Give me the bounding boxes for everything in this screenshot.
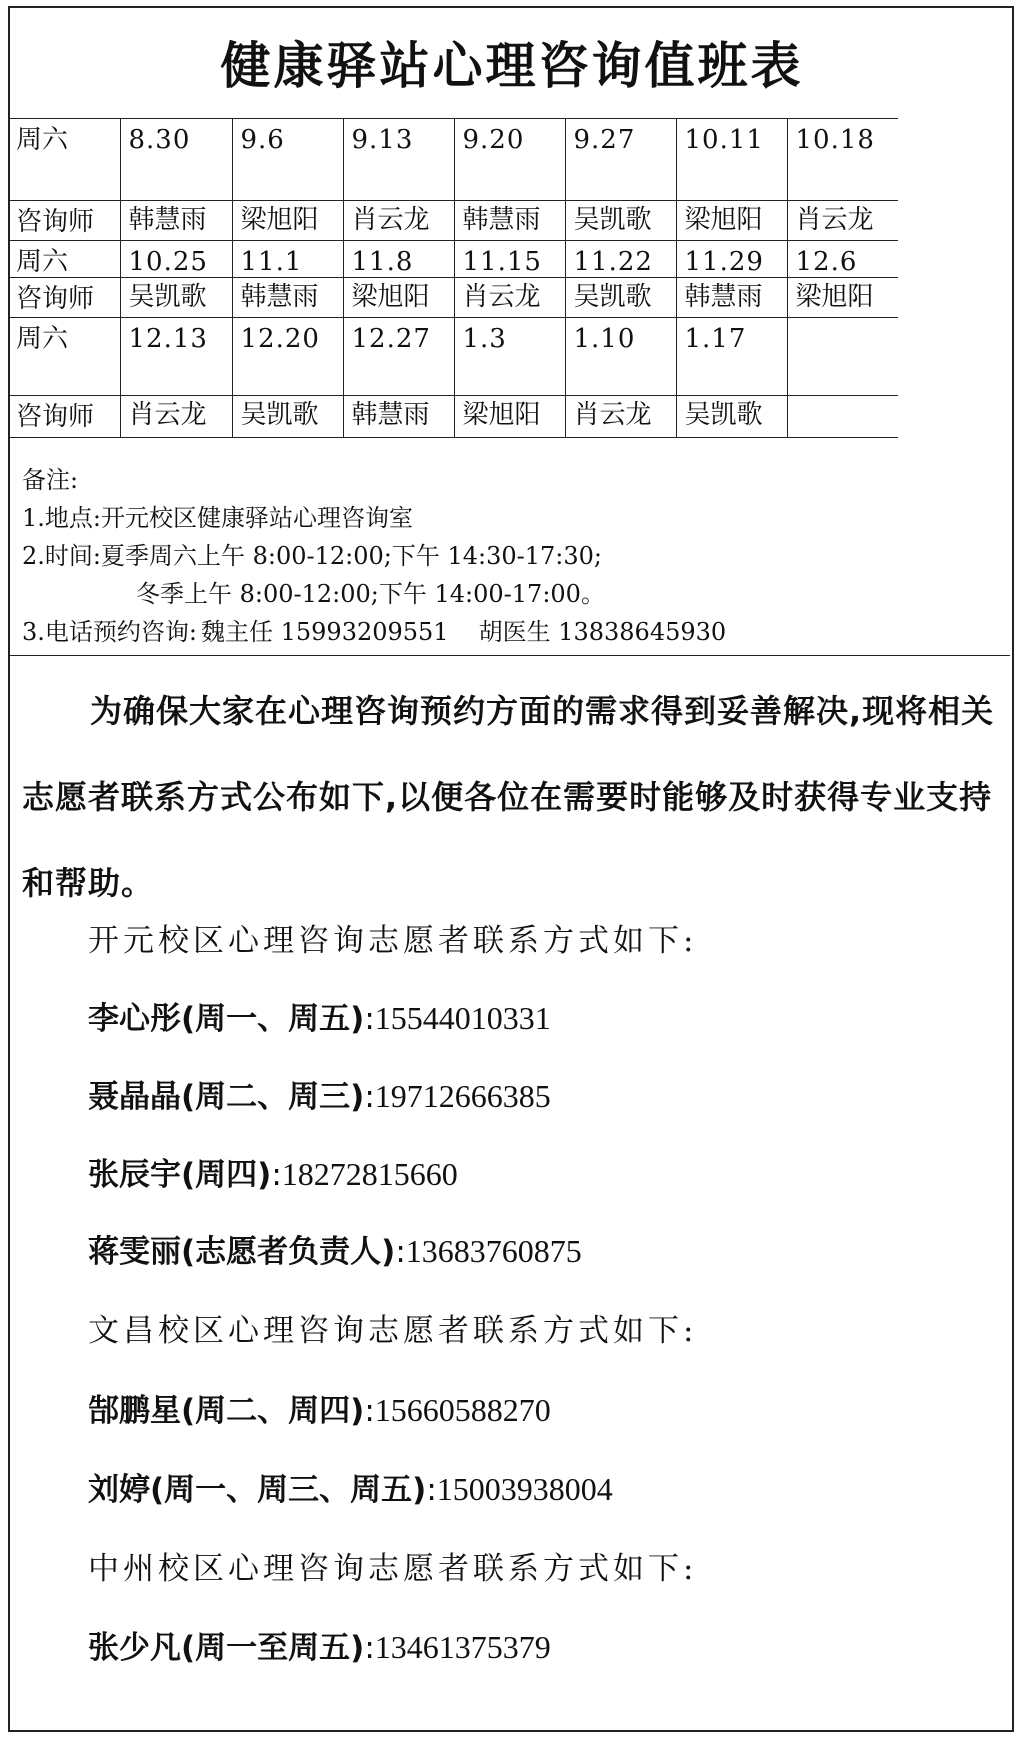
schedule-row-label: 咨询师 bbox=[8, 201, 120, 241]
schedule-counselor-cell: 韩慧雨 bbox=[232, 278, 343, 318]
schedule-counselor-cell: 肖云龙 bbox=[454, 278, 565, 318]
schedule-date-cell: 12.20 bbox=[232, 318, 343, 396]
schedule-date-cell: 12.27 bbox=[343, 318, 454, 396]
schedule-counselor-cell: 吴凯歌 bbox=[565, 278, 676, 318]
schedule-date-cell: 9.13 bbox=[343, 119, 454, 201]
volunteer-line bbox=[88, 1149, 458, 1194]
volunteer-phone: 13683760875 bbox=[405, 1233, 582, 1269]
volunteer-line bbox=[88, 1226, 582, 1271]
volunteer-phone: 15003938004 bbox=[436, 1471, 613, 1507]
schedule-date-cell: 9.27 bbox=[565, 119, 676, 201]
campus-heading: 中州校区心理咨询志愿者联系方式如下: bbox=[88, 1551, 698, 1587]
notes-section bbox=[8, 453, 1010, 656]
volunteer-phone: 18272815660 bbox=[281, 1156, 458, 1192]
schedule-row bbox=[8, 396, 898, 438]
schedule-counselor-cell: 梁旭阳 bbox=[232, 201, 343, 241]
schedule-date-cell: 10.11 bbox=[676, 119, 787, 201]
schedule-row-label: 周六 bbox=[8, 318, 120, 396]
schedule-counselor-cell: 韩慧雨 bbox=[454, 201, 565, 241]
volunteer-name: 张辰宇(周四) bbox=[88, 1157, 272, 1193]
volunteer-name: 郜鹏星(周二、周四) bbox=[88, 1393, 365, 1429]
schedule-date-cell: 12.13 bbox=[120, 318, 232, 396]
schedule-date-cell: 11.1 bbox=[232, 241, 343, 278]
volunteer-name: 刘婷(周一、周三、周五) bbox=[88, 1472, 427, 1508]
schedule-counselor-cell: 吴凯歌 bbox=[120, 278, 232, 318]
schedule-date-cell bbox=[787, 318, 898, 396]
volunteer-line bbox=[88, 993, 551, 1038]
notes-location: 1.地点:开元校区健康驿站心理咨询室 bbox=[22, 504, 413, 532]
schedule-counselor-cell bbox=[787, 396, 898, 438]
schedule-counselor-cell: 梁旭阳 bbox=[343, 278, 454, 318]
notes-heading: 备注: bbox=[22, 466, 79, 494]
volunteer-phone: 15544010331 bbox=[374, 1000, 551, 1036]
schedule-row bbox=[8, 318, 898, 396]
schedule-counselor-cell: 肖云龙 bbox=[565, 396, 676, 438]
volunteer-name: 李心彤(周一、周五) bbox=[88, 1001, 365, 1037]
schedule-date-cell: 10.25 bbox=[120, 241, 232, 278]
schedule-date-cell: 9.6 bbox=[232, 119, 343, 201]
schedule-row-label: 周六 bbox=[8, 119, 120, 201]
schedule-row-label: 周六 bbox=[8, 241, 120, 278]
schedule-date-cell: 8.30 bbox=[120, 119, 232, 201]
schedule-counselor-cell: 梁旭阳 bbox=[787, 278, 898, 318]
notes-phone-line bbox=[22, 613, 1010, 651]
contact-separator: : bbox=[364, 1393, 375, 1429]
schedule-row bbox=[8, 119, 898, 201]
contact-separator: : bbox=[364, 1630, 375, 1666]
schedule-date-cell: 9.20 bbox=[454, 119, 565, 201]
schedule-counselor-cell: 肖云龙 bbox=[343, 201, 454, 241]
volunteer-phone: 19712666385 bbox=[374, 1078, 551, 1114]
schedule-date-cell: 1.3 bbox=[454, 318, 565, 396]
schedule-date-cell: 12.6 bbox=[787, 241, 898, 278]
schedule-date-cell: 10.18 bbox=[787, 119, 898, 201]
notes-phone-label: 3.电话预约咨询: bbox=[22, 618, 197, 646]
page-title: 健康驿站心理咨询值班表 bbox=[220, 37, 804, 95]
schedule-counselor-cell: 韩慧雨 bbox=[120, 201, 232, 241]
volunteer-line bbox=[88, 1622, 551, 1667]
schedule-row-label: 咨询师 bbox=[8, 396, 120, 438]
volunteer-line bbox=[88, 1385, 551, 1430]
volunteer-phone: 13461375379 bbox=[374, 1629, 551, 1665]
schedule-date-cell: 1.10 bbox=[565, 318, 676, 396]
schedule-counselor-cell: 吴凯歌 bbox=[232, 396, 343, 438]
contact-separator: : bbox=[364, 1001, 375, 1037]
volunteer-phone: 15660588270 bbox=[374, 1392, 551, 1428]
schedule-date-cell: 1.17 bbox=[676, 318, 787, 396]
schedule-counselor-cell: 韩慧雨 bbox=[676, 278, 787, 318]
notes-time-winter: 冬季上午 8:00-12:00;下午 14:00-17:00。 bbox=[136, 580, 605, 608]
volunteer-name: 蒋雯丽(志愿者负责人) bbox=[88, 1234, 396, 1270]
campus-heading: 文昌校区心理咨询志愿者联系方式如下: bbox=[88, 1313, 698, 1349]
duty-schedule-table bbox=[8, 118, 898, 438]
contact-separator: : bbox=[364, 1079, 375, 1115]
notes-phone-doctor: 胡医生 13838645930 bbox=[478, 618, 727, 646]
schedule-date-cell: 11.29 bbox=[676, 241, 787, 278]
schedule-counselor-cell: 梁旭阳 bbox=[454, 396, 565, 438]
schedule-row-label: 咨询师 bbox=[8, 278, 120, 318]
schedule-date-cell: 11.8 bbox=[343, 241, 454, 278]
volunteer-line bbox=[88, 1464, 613, 1509]
contact-separator: : bbox=[271, 1157, 282, 1193]
schedule-counselor-cell: 肖云龙 bbox=[120, 396, 232, 438]
schedule-row bbox=[8, 201, 898, 241]
volunteer-name: 张少凡(周一至周五) bbox=[88, 1630, 365, 1666]
campus-heading: 开元校区心理咨询志愿者联系方式如下: bbox=[88, 923, 698, 959]
volunteer-name: 聂晶晶(周二、周三) bbox=[88, 1079, 365, 1115]
schedule-counselor-cell: 梁旭阳 bbox=[676, 201, 787, 241]
volunteer-line bbox=[88, 1071, 551, 1116]
intro-paragraph: 为确保大家在心理咨询预约方面的需求得到妥善解决,现将相关志愿者联系方式公布如下,以便各位在需要时能够及时获得专业支持和帮助。 bbox=[22, 692, 995, 902]
schedule-row bbox=[8, 278, 898, 318]
contact-separator: : bbox=[426, 1472, 437, 1508]
notes-time-summer: 2.时间:夏季周六上午 8:00-12:00;下午 14:30-17:30; bbox=[22, 542, 603, 570]
schedule-date-cell: 11.15 bbox=[454, 241, 565, 278]
schedule-counselor-cell: 吴凯歌 bbox=[565, 201, 676, 241]
schedule-date-cell: 11.22 bbox=[565, 241, 676, 278]
schedule-counselor-cell: 肖云龙 bbox=[787, 201, 898, 241]
schedule-counselor-cell: 韩慧雨 bbox=[343, 396, 454, 438]
contact-separator: : bbox=[395, 1234, 406, 1270]
schedule-counselor-cell: 吴凯歌 bbox=[676, 396, 787, 438]
schedule-row bbox=[8, 241, 898, 278]
notes-phone-director: 魏主任 15993209551 bbox=[200, 618, 449, 646]
